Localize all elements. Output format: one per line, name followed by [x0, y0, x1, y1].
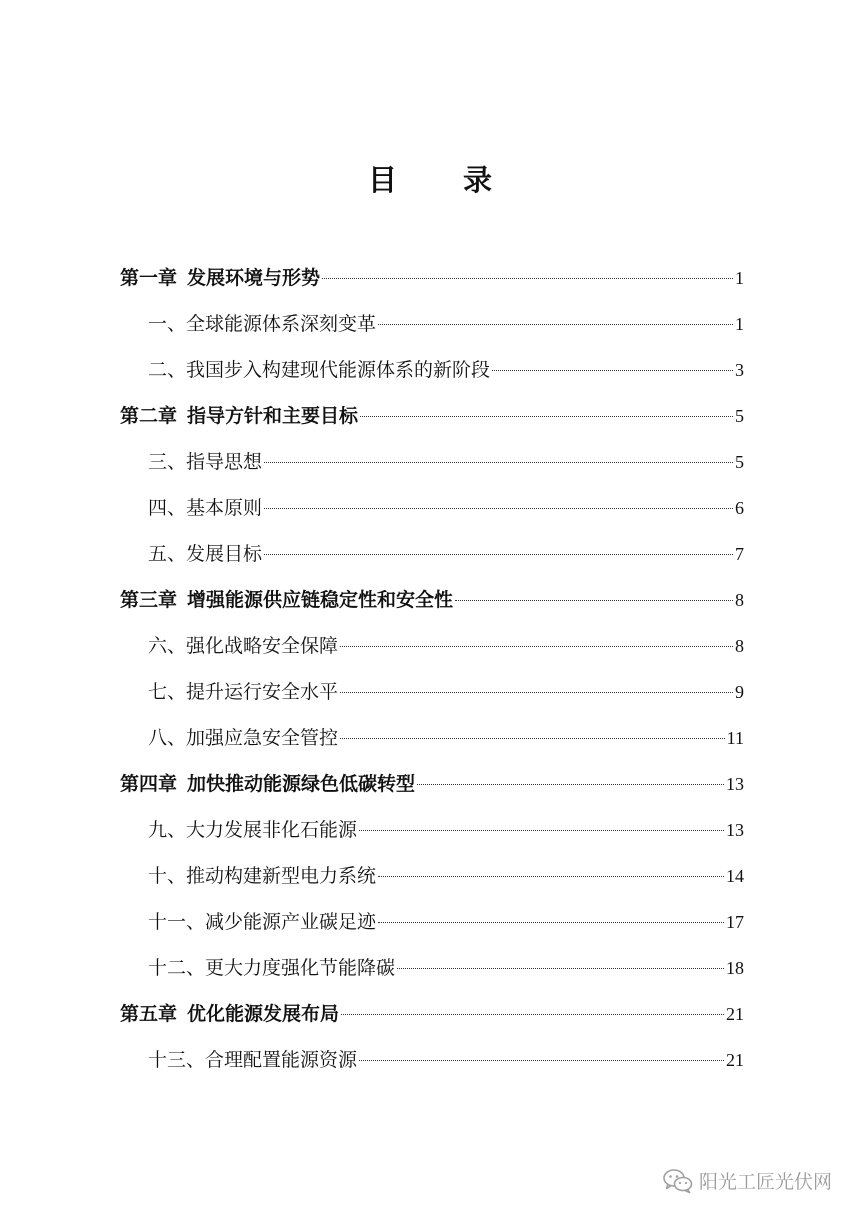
- chapter-number: 第三章: [120, 589, 178, 611]
- toc-section-entry[interactable]: [120, 442, 744, 488]
- toc-page-number: 5: [735, 406, 744, 426]
- toc-entry-label: [148, 534, 262, 574]
- dot-leader: [378, 324, 733, 325]
- toc-entry-text: 四、基本原则: [148, 497, 263, 519]
- dot-leader: [340, 738, 725, 739]
- toc-page-number: 14: [726, 866, 744, 886]
- toc-page-number: 11: [726, 728, 744, 748]
- toc-entry-label: [148, 718, 338, 758]
- toc-entry-label: [148, 442, 262, 482]
- toc-entry-label: [120, 994, 339, 1034]
- toc-section-entry[interactable]: [120, 948, 744, 994]
- toc-page-number: 9: [735, 682, 744, 702]
- toc-page-number: 3: [735, 360, 744, 380]
- dot-leader: [397, 968, 724, 969]
- toc-page-number: 18: [726, 958, 744, 978]
- toc-page-number: 8: [735, 590, 744, 610]
- toc-chapter-entry[interactable]: [120, 580, 744, 626]
- wechat-icon: [663, 1168, 693, 1194]
- toc-page-number: 6: [735, 498, 744, 518]
- toc-section-entry[interactable]: [120, 856, 744, 902]
- toc-page-number: 13: [726, 774, 744, 794]
- toc-entry-text: 二、我国步入构建现代能源体系的新阶段: [148, 359, 491, 381]
- toc-page-number: 1: [735, 268, 744, 288]
- toc-entry-text: 指导方针和主要目标: [187, 405, 359, 427]
- dot-leader: [264, 554, 733, 555]
- dot-leader: [417, 784, 724, 785]
- toc-entry-label: [148, 1040, 357, 1080]
- toc-entry-text: 加快推动能源绿色低碳转型: [187, 773, 416, 795]
- toc-entry-text: 一、全球能源体系深刻变革: [148, 313, 377, 335]
- chapter-number: 第五章: [120, 1003, 178, 1025]
- chapter-number: 第二章: [120, 405, 178, 427]
- toc-entry-text: 增强能源供应链稳定性和安全性: [187, 589, 454, 611]
- dot-leader: [322, 278, 733, 279]
- toc-page-number: 7: [735, 544, 744, 564]
- toc-page-number: 5: [735, 452, 744, 472]
- toc-page-number: 8: [735, 636, 744, 656]
- toc-section-entry[interactable]: [120, 304, 744, 350]
- dot-leader: [359, 1060, 724, 1061]
- toc-entry-label: [148, 488, 262, 528]
- toc-chapter-entry[interactable]: [120, 396, 744, 442]
- toc-entry-text: 十、推动构建新型电力系统: [148, 865, 377, 887]
- watermark-text: 阳光工匠光伏网: [698, 1171, 832, 1193]
- toc-section-entry[interactable]: [120, 1040, 744, 1086]
- toc-title: 目 录: [367, 163, 521, 197]
- chapter-number: 第一章: [120, 267, 178, 289]
- toc-entry-label: [148, 856, 376, 896]
- toc-section-entry[interactable]: [120, 488, 744, 534]
- toc-chapter-entry[interactable]: [120, 994, 744, 1040]
- toc-entry-label: [148, 350, 490, 390]
- toc-page-number: 21: [726, 1004, 744, 1024]
- dot-leader: [341, 1014, 724, 1015]
- toc-section-entry[interactable]: [120, 810, 744, 856]
- toc-page-number: 17: [726, 912, 744, 932]
- dot-leader: [359, 830, 724, 831]
- toc-entry-text: 七、提升运行安全水平: [148, 681, 339, 703]
- dot-leader: [378, 876, 724, 877]
- table-of-contents: [120, 258, 744, 1086]
- toc-entry-label: [148, 810, 357, 850]
- dot-leader: [340, 692, 733, 693]
- toc-entry-text: 十二、更大力度强化节能降碳: [148, 957, 396, 979]
- toc-entry-text: 六、强化战略安全保障: [148, 635, 339, 657]
- dot-leader: [360, 416, 733, 417]
- toc-entry-label: [120, 258, 320, 298]
- dot-leader: [378, 922, 724, 923]
- toc-chapter-entry[interactable]: [120, 764, 744, 810]
- dot-leader: [264, 508, 733, 509]
- toc-page-number: 21: [726, 1050, 744, 1070]
- toc-section-entry[interactable]: [120, 902, 744, 948]
- toc-entry-text: 五、发展目标: [148, 543, 263, 565]
- toc-entry-text: 优化能源发展布局: [187, 1003, 340, 1025]
- toc-section-entry[interactable]: [120, 718, 744, 764]
- chapter-number: 第四章: [120, 773, 178, 795]
- toc-entry-label: [148, 304, 376, 344]
- toc-entry-text: 发展环境与形势: [187, 267, 321, 289]
- toc-entry-label: [148, 948, 395, 988]
- toc-entry-text: 九、大力发展非化石能源: [148, 819, 358, 841]
- toc-entry-label: [120, 764, 415, 804]
- toc-chapter-entry[interactable]: [120, 258, 744, 304]
- toc-section-entry[interactable]: [120, 350, 744, 396]
- dot-leader: [455, 600, 733, 601]
- toc-entry-label: [120, 580, 453, 620]
- toc-page-number: 13: [726, 820, 744, 840]
- toc-section-entry[interactable]: [120, 534, 744, 580]
- dot-leader: [492, 370, 733, 371]
- watermark: [663, 1167, 832, 1194]
- toc-entry-text: 三、指导思想: [148, 451, 263, 473]
- toc-entry-text: 十三、合理配置能源资源: [148, 1049, 358, 1071]
- toc-entry-text: 十一、减少能源产业碳足迹: [148, 911, 377, 933]
- toc-page-number: 1: [735, 314, 744, 334]
- toc-entry-text: 八、加强应急安全管控: [148, 727, 339, 749]
- dot-leader: [340, 646, 733, 647]
- toc-entry-label: [148, 902, 376, 942]
- toc-entry-label: [148, 626, 338, 666]
- toc-section-entry[interactable]: [120, 672, 744, 718]
- toc-entry-label: [148, 672, 338, 712]
- toc-section-entry[interactable]: [120, 626, 744, 672]
- dot-leader: [264, 462, 733, 463]
- toc-entry-label: [120, 396, 358, 436]
